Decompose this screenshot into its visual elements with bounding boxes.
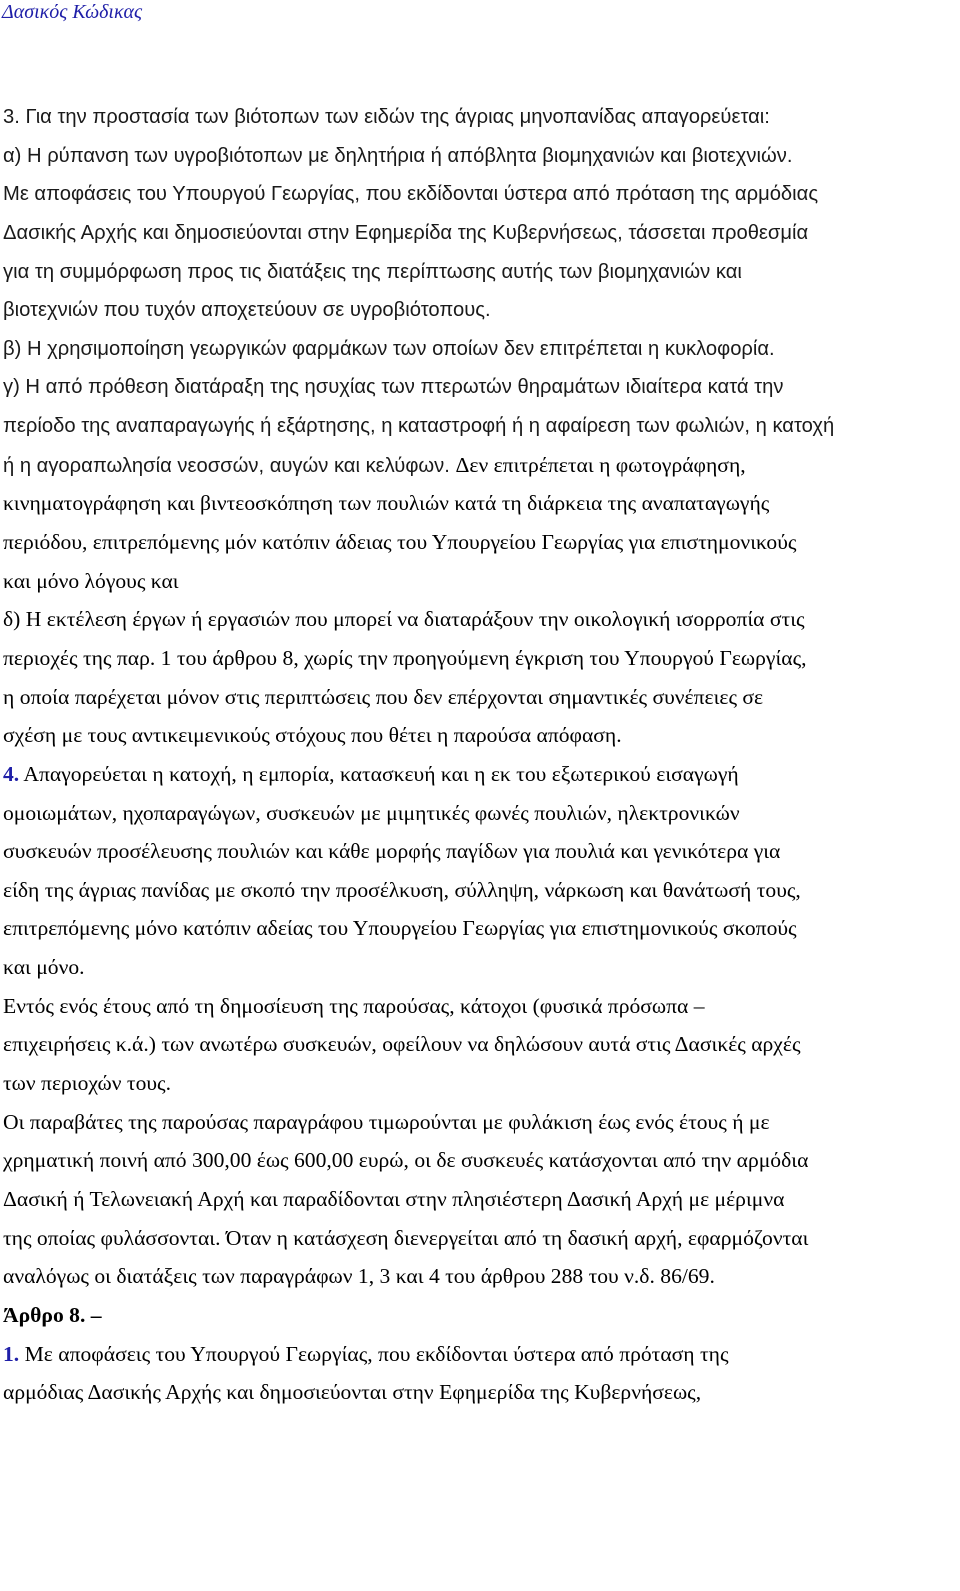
text-line xyxy=(3,639,943,678)
text-line: 3. Για την προστασία των βιότοπων των ειδών της άγριας μηνοπανίδας απαγορεύεται: xyxy=(3,106,770,128)
text-line: των περιοχών τους. xyxy=(3,1071,172,1096)
text-line: δ) Η εκτέλεση έργων ή εργασιών που μπορεί να διαταράξουν την οικολογική ισορροπία στις xyxy=(3,607,805,632)
text-segment: Απαγορεύεται η κατοχή, η εμπορία, κατασκευή και η εκ του εξωτερικού εισαγωγή xyxy=(23,761,739,786)
text-segment: Δεν επιτρέπεται η φωτογράφηση, xyxy=(455,452,746,477)
text-line: Δασικής Αρχής και δημοσιεύονται στην Εφημερίδα της Κυβερνήσεως, τάσσεται προθεσμία xyxy=(3,221,809,244)
text-line: και μόνο λόγους και xyxy=(3,568,179,593)
text-line: γ) Η από πρόθεση διατάραξη της ησυχίας των πτερωτών θηραμάτων ιδιαίτερα κατά την xyxy=(3,376,784,399)
document-body xyxy=(3,98,943,1412)
text-line: είδη της άγριας πανίδας με σκοπό την προσέλκυση, σύλληψη, νάρκωση και θανάτωσή τους, xyxy=(3,877,801,902)
paragraph-serif xyxy=(3,484,943,1411)
text-line: περιόδου, επιτρεπόμενης μόν κατόπιν άδειας του Υπουργείου Γεωργίας για επιστημονικούς xyxy=(3,530,797,555)
text-line xyxy=(3,1335,943,1374)
text-line: επιτρεπόμενης μόνο κατόπιν αδείας του Υπουργείου Γεωργίας για επιστημονικούς σκοπούς xyxy=(3,916,797,941)
text-segment: Με αποφάσεις του Υπουργού Γεωργίας, που εκδίδονται ύστερα από πρόταση της xyxy=(24,1341,729,1366)
text-line: κινηματογράφηση και βιντεοσκόπηση των πουλιών κατά τη διάρκεια της αναπαταγωγής xyxy=(3,491,770,516)
paragraph-number: 4. xyxy=(3,761,20,786)
text-line: αναλόγως οι διατάξεις των παραγράφων 1, 3 και 4 του άρθρου 288 του ν.δ. 86/69. xyxy=(3,1264,715,1289)
text-line: και μόνο. xyxy=(3,955,85,980)
text-line: σχέση με τους αντικειμενικούς στόχους που θέτει η παρούσα απόφαση. xyxy=(3,723,622,748)
text-line: Με αποφάσεις του Υπουργού Γεωργίας, που εκδίδονται ύστερα από πρόταση της αρμόδιας xyxy=(3,183,819,206)
text-line: η οποία παρέχεται μόνον στις περιπτώσεις που δεν επέρχονται σημαντικές συνέπειες σε xyxy=(3,684,764,709)
paragraph-3 xyxy=(3,98,943,484)
text-line: περίοδο της αναπαραγωγής ή εξάρτησης, η καταστροφή ή η αφαίρεση των φωλιών, η κατοχή xyxy=(3,415,835,438)
text-segment: ή η αγοραπωλησία νεοσσών, αυγών και κελύφων. xyxy=(3,454,450,477)
paragraph-number: 1. xyxy=(3,1341,20,1366)
text-line: για τη συμμόρφωση προς τις διατάξεις της περίπτωσης αυτής των βιομηχανιών και xyxy=(3,260,742,283)
text-line: επιχειρήσεις κ.ά.) των ανωτέρω συσκευών, οφείλουν να δηλώσουν αυτά στις Δασικές αρχές xyxy=(3,1032,801,1057)
text-line: της οποίας φυλάσσονται. Όταν η κατάσχεση διενεργείται από τη δασική αρχή, εφαρμόζονται xyxy=(3,1225,809,1250)
text-line: συσκευών προσέλευσης πουλιών και κάθε μορφής παγίδων για πουλιά και γενικότερα για xyxy=(3,839,781,864)
document-header: Δασικός Κώδικας xyxy=(2,1,143,23)
text-line: χρηματική ποινή από 300,00 έως 600,00 ευρώ, οι δε συσκευές κατάσχονται από την αρμόδια xyxy=(3,1148,809,1173)
article-heading: Άρθρο 8. – xyxy=(3,1302,102,1327)
text-line: α) Η ρύπανση των υγροβιότοπων με δηλητήρια ή απόβλητα βιομηχανιών και βιοτεχνιών. xyxy=(3,144,793,167)
text-line: Εντός ενός έτους από τη δημοσίευση της παρούσας, κάτοχοι (φυσικά πρόσωπα – xyxy=(3,993,705,1018)
text-line: βιοτεχνιών που τυχόν αποχετεύουν σε υγροβιότοπους. xyxy=(3,299,491,322)
text-line: Οι παραβάτες της παρούσας παραγράφου τιμωρούνται με φυλάκιση έως ενός έτους ή με xyxy=(3,1109,770,1134)
text-line: Δασική ή Τελωνειακή Αρχή και παραδίδονται στην πλησιέστερη Δασική Αρχή με μέριμνα xyxy=(3,1186,785,1211)
text-line: αρμόδιας Δασικής Αρχής και δημοσιεύονται στην Εφημερίδα της Κυβερνήσεως, xyxy=(3,1380,702,1405)
text-line xyxy=(3,446,943,485)
text-line: ομοιωμάτων, ηχοπαραγώγων, συσκευών με μιμητικές φωνές πουλιών, ηλεκτρονικών xyxy=(3,800,740,825)
text-segment: περιοχές της παρ. xyxy=(3,645,156,670)
text-line xyxy=(3,755,943,794)
text-line: β) Η χρησιμοποίηση γεωργικών φαρμάκων των οποίων δεν επιτρέπεται η κυκλοφορία. xyxy=(3,337,775,360)
text-segment: 1 του άρθρου 8, χωρίς την προηγούμενη έγκριση του Υπουργού Γεωργίας, xyxy=(160,645,807,670)
